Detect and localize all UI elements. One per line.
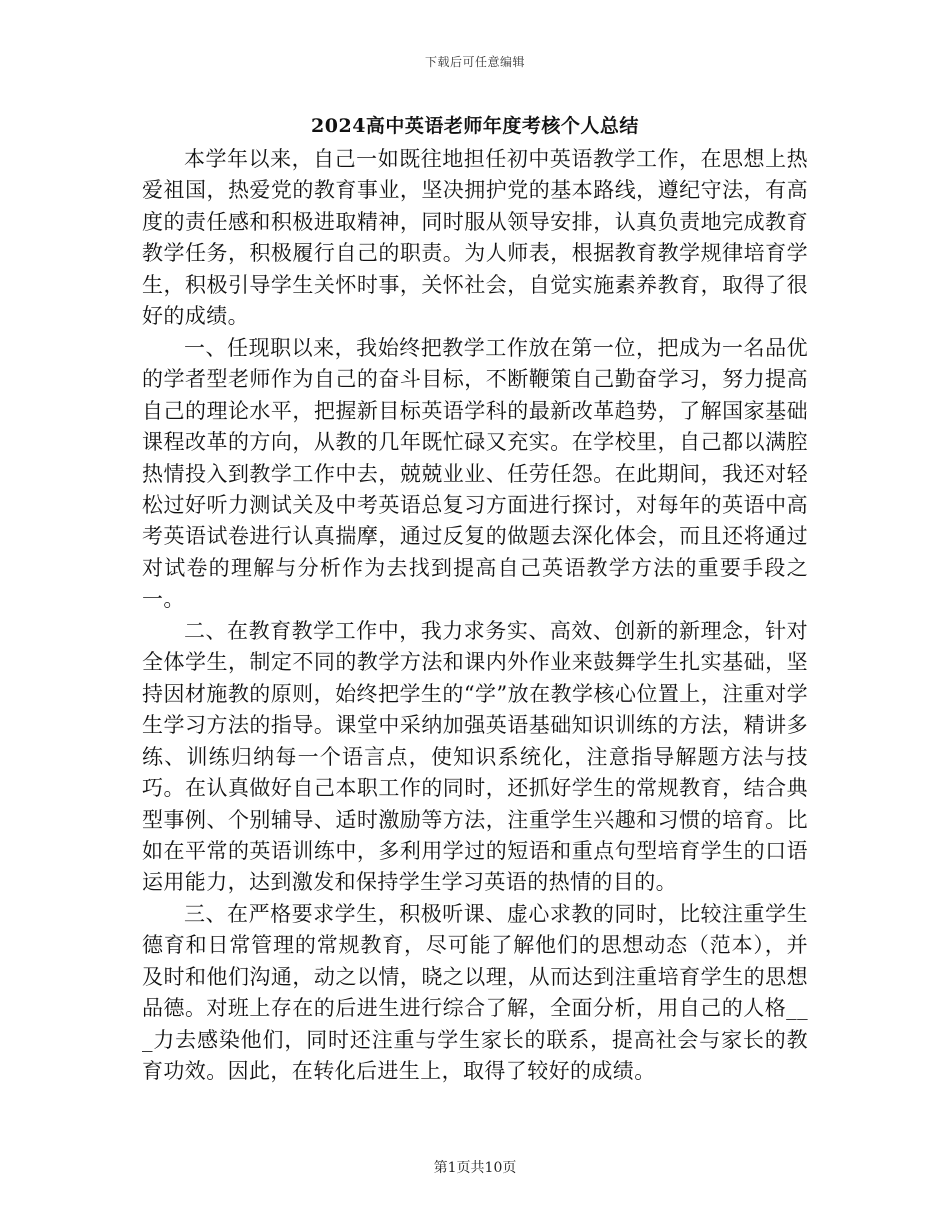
- document-body: [142, 144, 808, 1088]
- document-title: 2024高中英语老师年度考核个人总结: [311, 115, 639, 137]
- paragraph-section-1: 一、任现职以来，我始终把教学工作放在第一位，把成为一名品优的学者型老师作为自己的奋斗目标，不断鞭策自己勤奋学习，努力提高自己的理论水平，把握新目标英语学科的最新改革趋势，了解国家基础课程改革的方向，从教的几年既忙碌又充实。在学校里，自己都以满腔热情投入到教学工作中去，兢兢业业、任劳任怨。在此期间，我还对轻松过好听力测试关及中考英语总复习方面进行探讨，对每年的英语中高考英语试卷进行认真揣摩，通过反复的做题去深化体会，而且还将通过对试卷的理解与分析作为去找到提高自己英语教学方法的重要手段之一。: [142, 335, 808, 612]
- paragraph-section-2: 二、在教育教学工作中，我力求务实、高效、创新的新理念，针对全体学生，制定不同的教学方法和课内外作业来鼓舞学生扎实基础，坚持因材施教的原则，始终把学生的“学”放在教学核心位置上，注重对学生学习方法的指导。课堂中采纳加强英语基础知识训练的方法，精讲多练、训练归纳每一个语言点，使知识系统化，注意指导解题方法与技巧。在认真做好自己本职工作的同时，还抓好学生的常规教育，结合典型事例、个别辅导、适时激励等方法，注重学生兴趣和习惯的培育。比如在平常的英语训练中，多利用学过的短语和重点句型培育学生的口语运用能力，达到激发和保持学生学习英语的热情的目的。: [142, 618, 808, 895]
- paragraph-intro: 本学年以来，自己一如既往地担任初中英语教学工作，在思想上热爱祖国，热爱党的教育事业，坚决拥护党的基本路线，遵纪守法，有高度的责任感和积极进取精神，同时服从领导安排，认真负责地完成教育教学任务，积极履行自己的职责。为人师表，根据教育教学规律培育学生，积极引导学生关怀时事，关怀社会，自觉实施素养教育，取得了很好的成绩。: [142, 147, 808, 329]
- paragraph-section-3: 三、在严格要求学生，积极听课、虚心求教的同时，比较注重学生德育和日常管理的常规教育，尽可能了解他们的思想动态（范本），并及时和他们沟通，动之以情，晓之以理，从而达到注重培育学生的思想品德。对班上存在的后进生进行综合了解，全面分析，用自己的人格___力去感染他们，同时还注重与学生家长的联系，提高社会与家长的教育功效。因此，在转化后进生上，取得了较好的成绩。: [142, 901, 808, 1084]
- page-number-footer: 第1页共10页: [433, 1160, 517, 1176]
- header-note: 下载后可任意编辑: [424, 55, 525, 69]
